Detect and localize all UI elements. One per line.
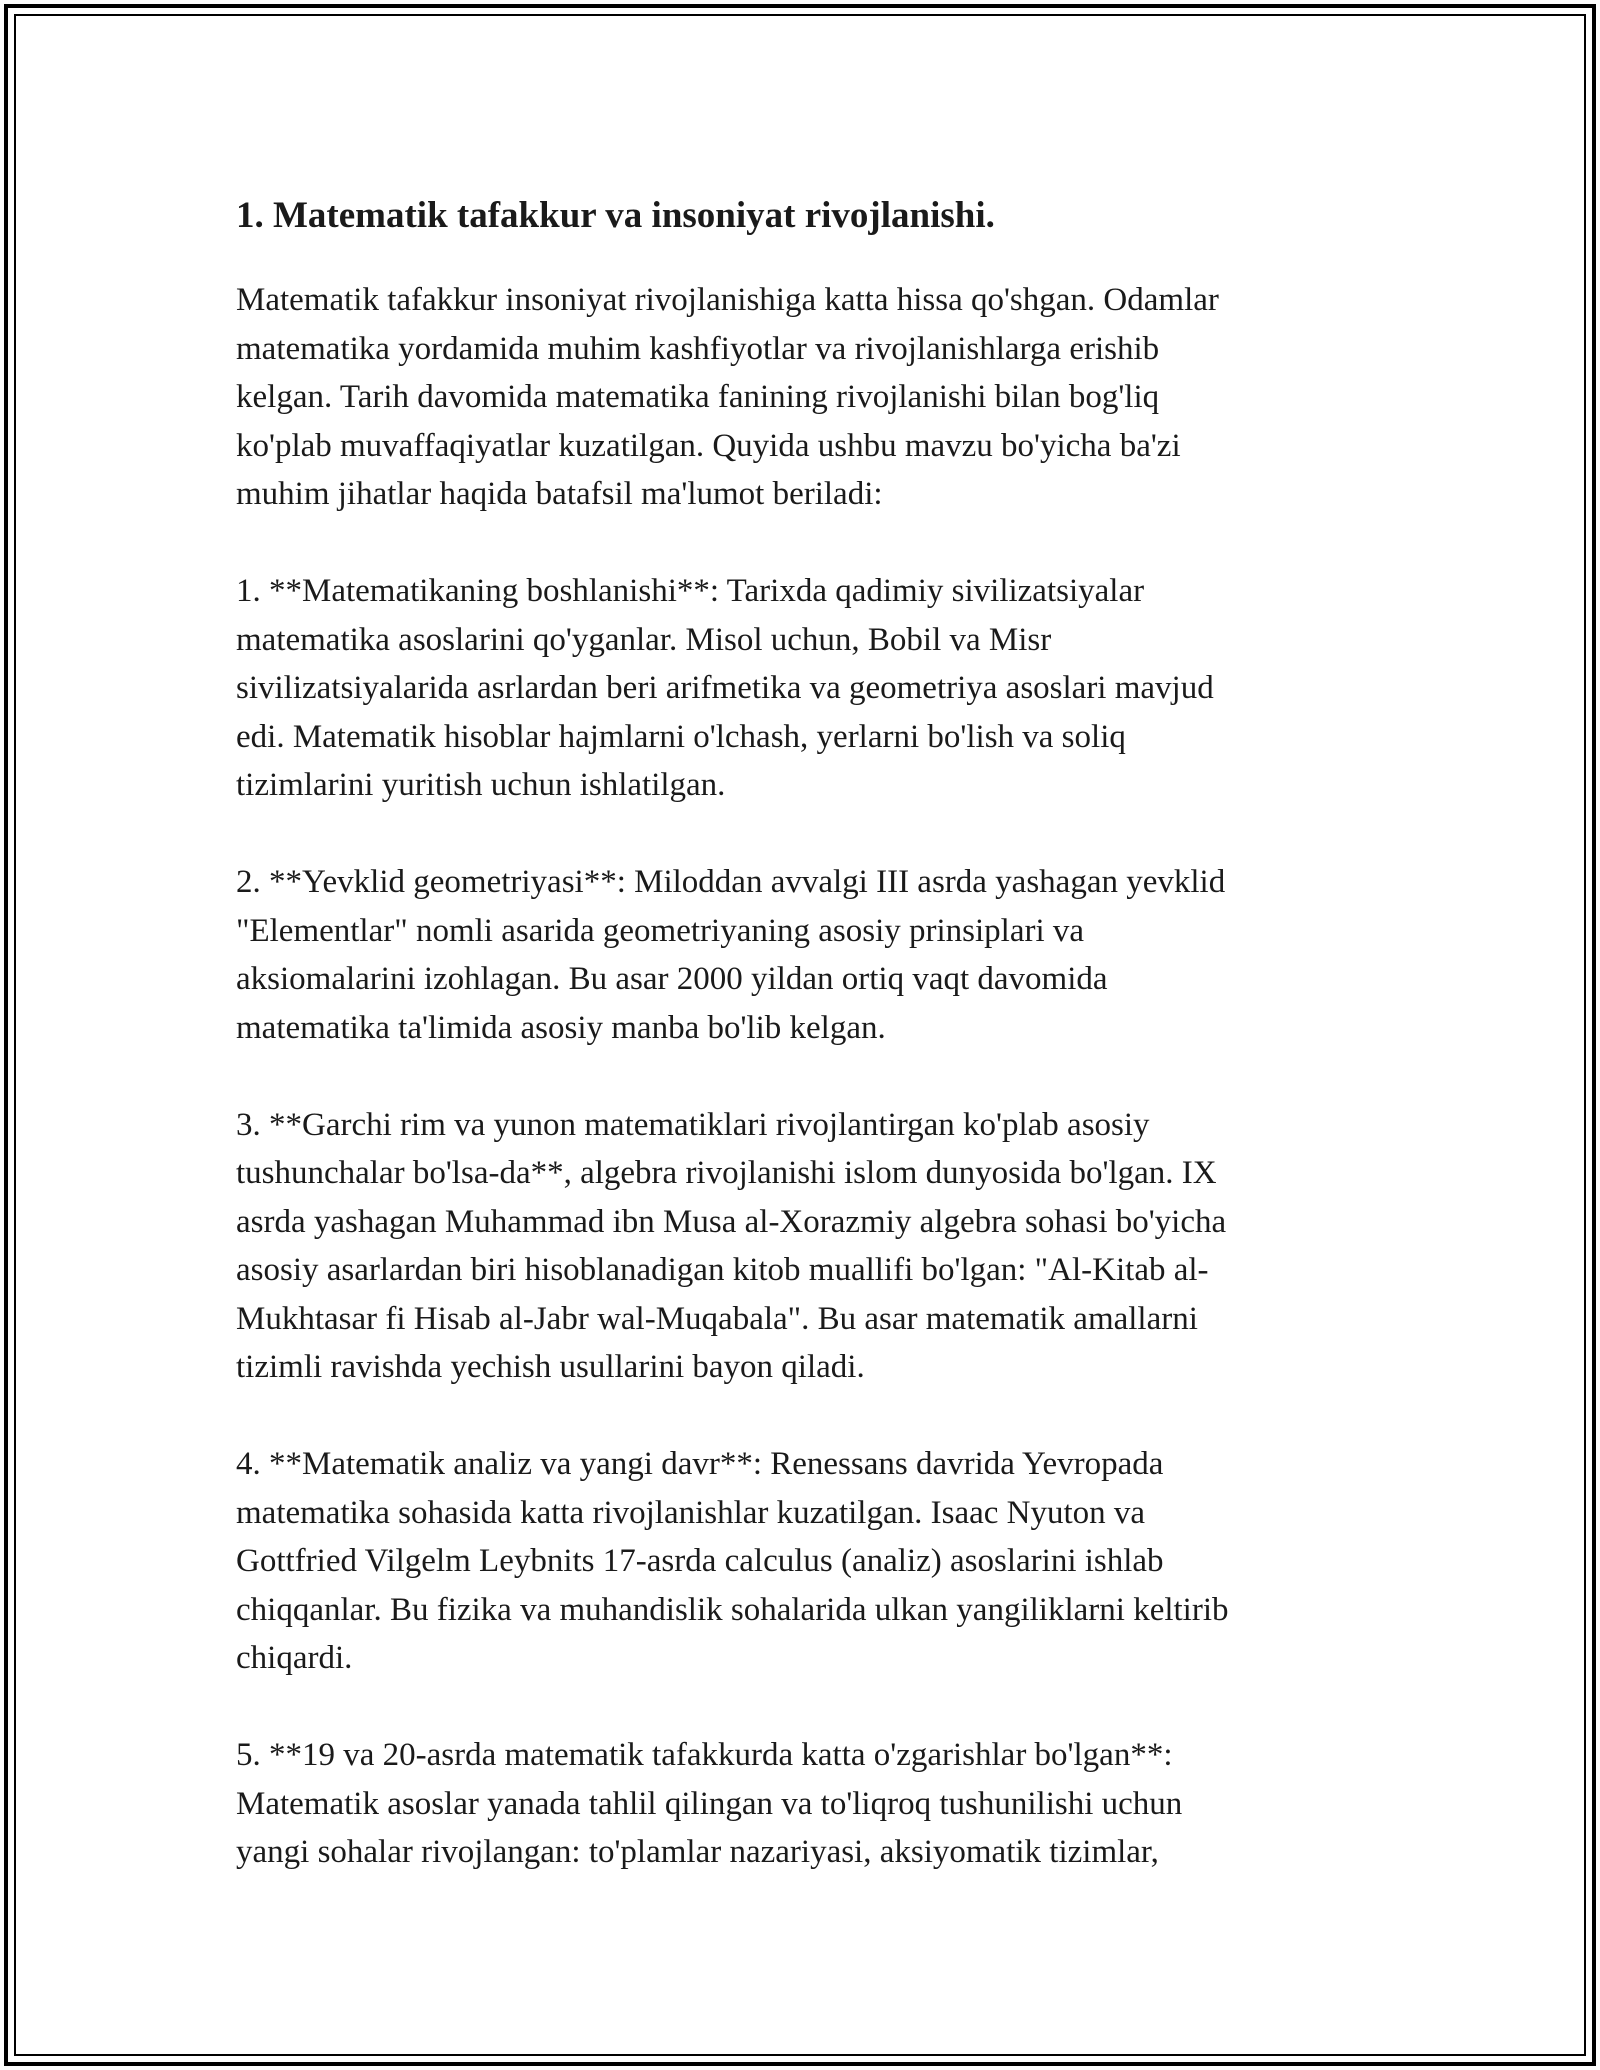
paragraph-line: kelgan. Tarih davomida matematika fanining rivojlanishi bilan bog'liq [236, 379, 1160, 415]
paragraph-item-4 [236, 1440, 1356, 1683]
paragraph-line: matematika sohasida katta rivojlanishlar kuzatilgan. Isaac Nyuton va [236, 1494, 1146, 1531]
paragraph-line: 4. **Matematik analiz va yangi davr**: Renessans davrida Yevropada [236, 1446, 1164, 1482]
paragraph-line: matematika yordamida muhim kashfiyotlar va rivojlanishlarga erishib [236, 330, 1160, 367]
paragraph-line: 2. **Yevklid geometriyasi**: Miloddan avvalgi III asrda yashagan yevklid [236, 864, 1226, 900]
paragraph-intro [236, 276, 1356, 519]
paragraph-line: 1. **Matematikaning boshlanishi**: Tarixda qadimiy sivilizatsiyalar [236, 573, 1145, 609]
paragraph-line: matematika ta'limida asosiy manba bo'lib kelgan. [236, 1009, 886, 1046]
paragraph-line: muhim jihatlar haqida batafsil ma'lumot beriladi: [236, 476, 883, 512]
paragraph-item-3 [236, 1101, 1356, 1392]
paragraph-line: 3. **Garchi rim va yunon matematiklari rivojlantirgan ko'plab asosiy [236, 1106, 1150, 1143]
paragraph-line: Matematik tafakkur insoniyat rivojlanishiga katta hissa qo'shgan. Odamlar [236, 282, 1219, 318]
paragraph-line: Matematik asoslar yanada tahlil qilingan va to'liqroq tushunilishi uchun [236, 1785, 1183, 1822]
paragraph-line: ko'plab muvaffaqiyatlar kuzatilgan. Quyida ushbu mavzu bo'yicha ba'zi [236, 427, 1181, 464]
paragraph-line: Gottfried Vilgelm Leybnits 17-asrda calculus (analiz) asoslarini ishlab [236, 1543, 1164, 1579]
paragraph-line: yangi sohalar rivojlangan: to'plamlar nazariyasi, aksiyomatik tizimlar, [236, 1834, 1159, 1870]
document-title: 1. Matematik tafakkur va insoniyat rivojlanishi. [236, 195, 995, 236]
paragraph-item-1 [236, 567, 1356, 810]
paragraph-line: tizimli ravishda yechish usullarini bayon qiladi. [236, 1349, 865, 1385]
paragraph-line: "Elementlar" nomli asarida geometriyaning asosiy prinsiplari va [236, 912, 1085, 949]
paragraph-line: 5. **19 va 20-asrda matematik tafakkurda katta o'zgarishlar bo'lgan**: [236, 1737, 1173, 1773]
paragraph-line: asosiy asarlardan biri hisoblanadigan kitob muallifi bo'lgan: "Al-Kitab al- [236, 1252, 1209, 1288]
paragraph-line: edi. Matematik hisoblar hajmlarni o'lchash, yerlarni bo'lish va soliq [236, 718, 1126, 755]
paragraph-line: chiqqanlar. Bu fizika va muhandislik sohalarida ulkan yangiliklarni keltirib [236, 1591, 1229, 1628]
paragraph-line: asrda yashagan Muhammad ibn Musa al-Xorazmiy algebra sohasi bo'yicha [236, 1203, 1227, 1240]
paragraph-line: matematika asoslarini qo'yganlar. Misol uchun, Bobil va Misr [236, 621, 1052, 658]
paragraph-item-5 [236, 1731, 1356, 1877]
paragraph-line: tushunchalar bo'lsa-da**, algebra rivojlanishi islom dunyosida bo'lgan. IX [236, 1155, 1217, 1191]
paragraph-line: Mukhtasar fi Hisab al-Jabr wal-Muqabala". Bu asar matematik amallarni [236, 1300, 1198, 1337]
paragraph-line: chiqardi. [236, 1640, 353, 1676]
paragraph-line: tizimlarini yuritish uchun ishlatilgan. [236, 767, 726, 803]
paragraph-line: aksiomalarini izohlagan. Bu asar 2000 yildan ortiq vaqt davomida [236, 961, 1108, 997]
paragraph-item-2 [236, 858, 1356, 1052]
paragraph-line: sivilizatsiyalarida asrlardan beri arifmetika va geometriya asoslari mavjud [236, 670, 1214, 706]
document-body [236, 186, 1356, 1925]
